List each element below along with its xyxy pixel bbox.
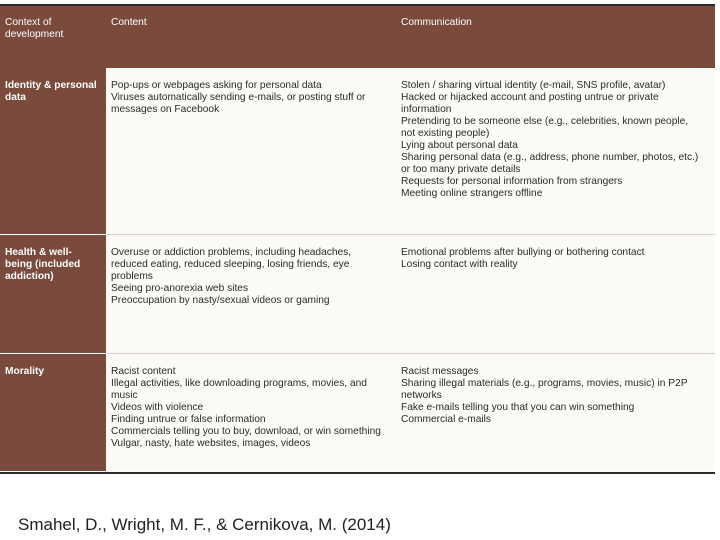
citation-text: Smahel, D., Wright, M. F., & Cernikova, M. (2014) <box>18 515 391 534</box>
communication-line: Sharing illegal materials (e.g., programs, movies, music) in P2P networks <box>401 377 688 401</box>
header-context: Context of development <box>5 17 64 40</box>
table-row <box>0 68 715 234</box>
row-context-health: Health & well-being (included addiction) <box>0 234 106 353</box>
row-communication-identity <box>396 68 715 234</box>
content-line: Pop-ups or webpages asking for personal data <box>111 80 322 91</box>
row-content-morality <box>106 353 396 471</box>
content-line: Illegal activities, like downloading programs, movies, and music <box>111 377 367 401</box>
content-line: Videos with violence <box>111 401 204 413</box>
content-line: Seeing pro-anorexia web sites <box>111 282 249 294</box>
row-context-identity: Identity & personal data <box>0 68 106 234</box>
communication-line: Hacked or hijacked account and posting untrue or private information <box>401 92 659 115</box>
communication-line: Stolen / sharing virtual identity (e-mail, SNS profile, avatar) <box>401 80 666 91</box>
communication-line: Racist messages <box>401 365 479 377</box>
communication-line: Emotional problems after bullying or bothering contact <box>401 246 645 258</box>
row-content-identity <box>106 68 396 234</box>
content-line: Overuse or addiction problems, including headaches, reduced eating, reduced sleeping, losing friends, eye problems <box>111 246 352 282</box>
communication-line: Fake e-mails telling you that you can win something <box>401 401 635 413</box>
content-line: Viruses automatically sending e-mails, or posting stuff or messages on Facebook <box>111 92 366 115</box>
header-communication: Communication <box>401 17 472 28</box>
content-line: Racist content <box>111 365 176 377</box>
communication-line: Commercial e-mails <box>401 413 492 425</box>
communication-line: Pretending to be someone else (e.g., celebrities, known people, not existing people) <box>401 116 689 139</box>
row-context-morality: Morality <box>0 353 106 471</box>
communication-line: Meeting online strangers offline <box>401 188 543 199</box>
row-communication-morality <box>396 353 715 471</box>
content-line: Preoccupation by nasty/sexual videos or gaming <box>111 294 330 306</box>
content-line: Finding untrue or false information <box>111 413 266 425</box>
communication-line: Lying about personal data <box>401 140 518 151</box>
communication-line: Requests for personal information from strangers <box>401 176 623 187</box>
row-content-health <box>106 234 396 353</box>
communication-line: Losing contact with reality <box>401 258 518 270</box>
table-row <box>0 353 715 471</box>
risk-table-wrapper <box>0 4 715 474</box>
row-communication-health <box>396 234 715 353</box>
content-line: Vulgar, nasty, hate websites, images, videos <box>111 437 311 449</box>
risk-table <box>0 6 715 471</box>
table-row <box>0 234 715 353</box>
content-line: Commercials telling you to buy, download, or win something <box>111 425 381 437</box>
header-content: Content <box>111 17 147 28</box>
table-header-row <box>0 6 715 68</box>
communication-line: Sharing personal data (e.g., address, phone number, photos, etc.) or too many private details <box>401 152 699 175</box>
